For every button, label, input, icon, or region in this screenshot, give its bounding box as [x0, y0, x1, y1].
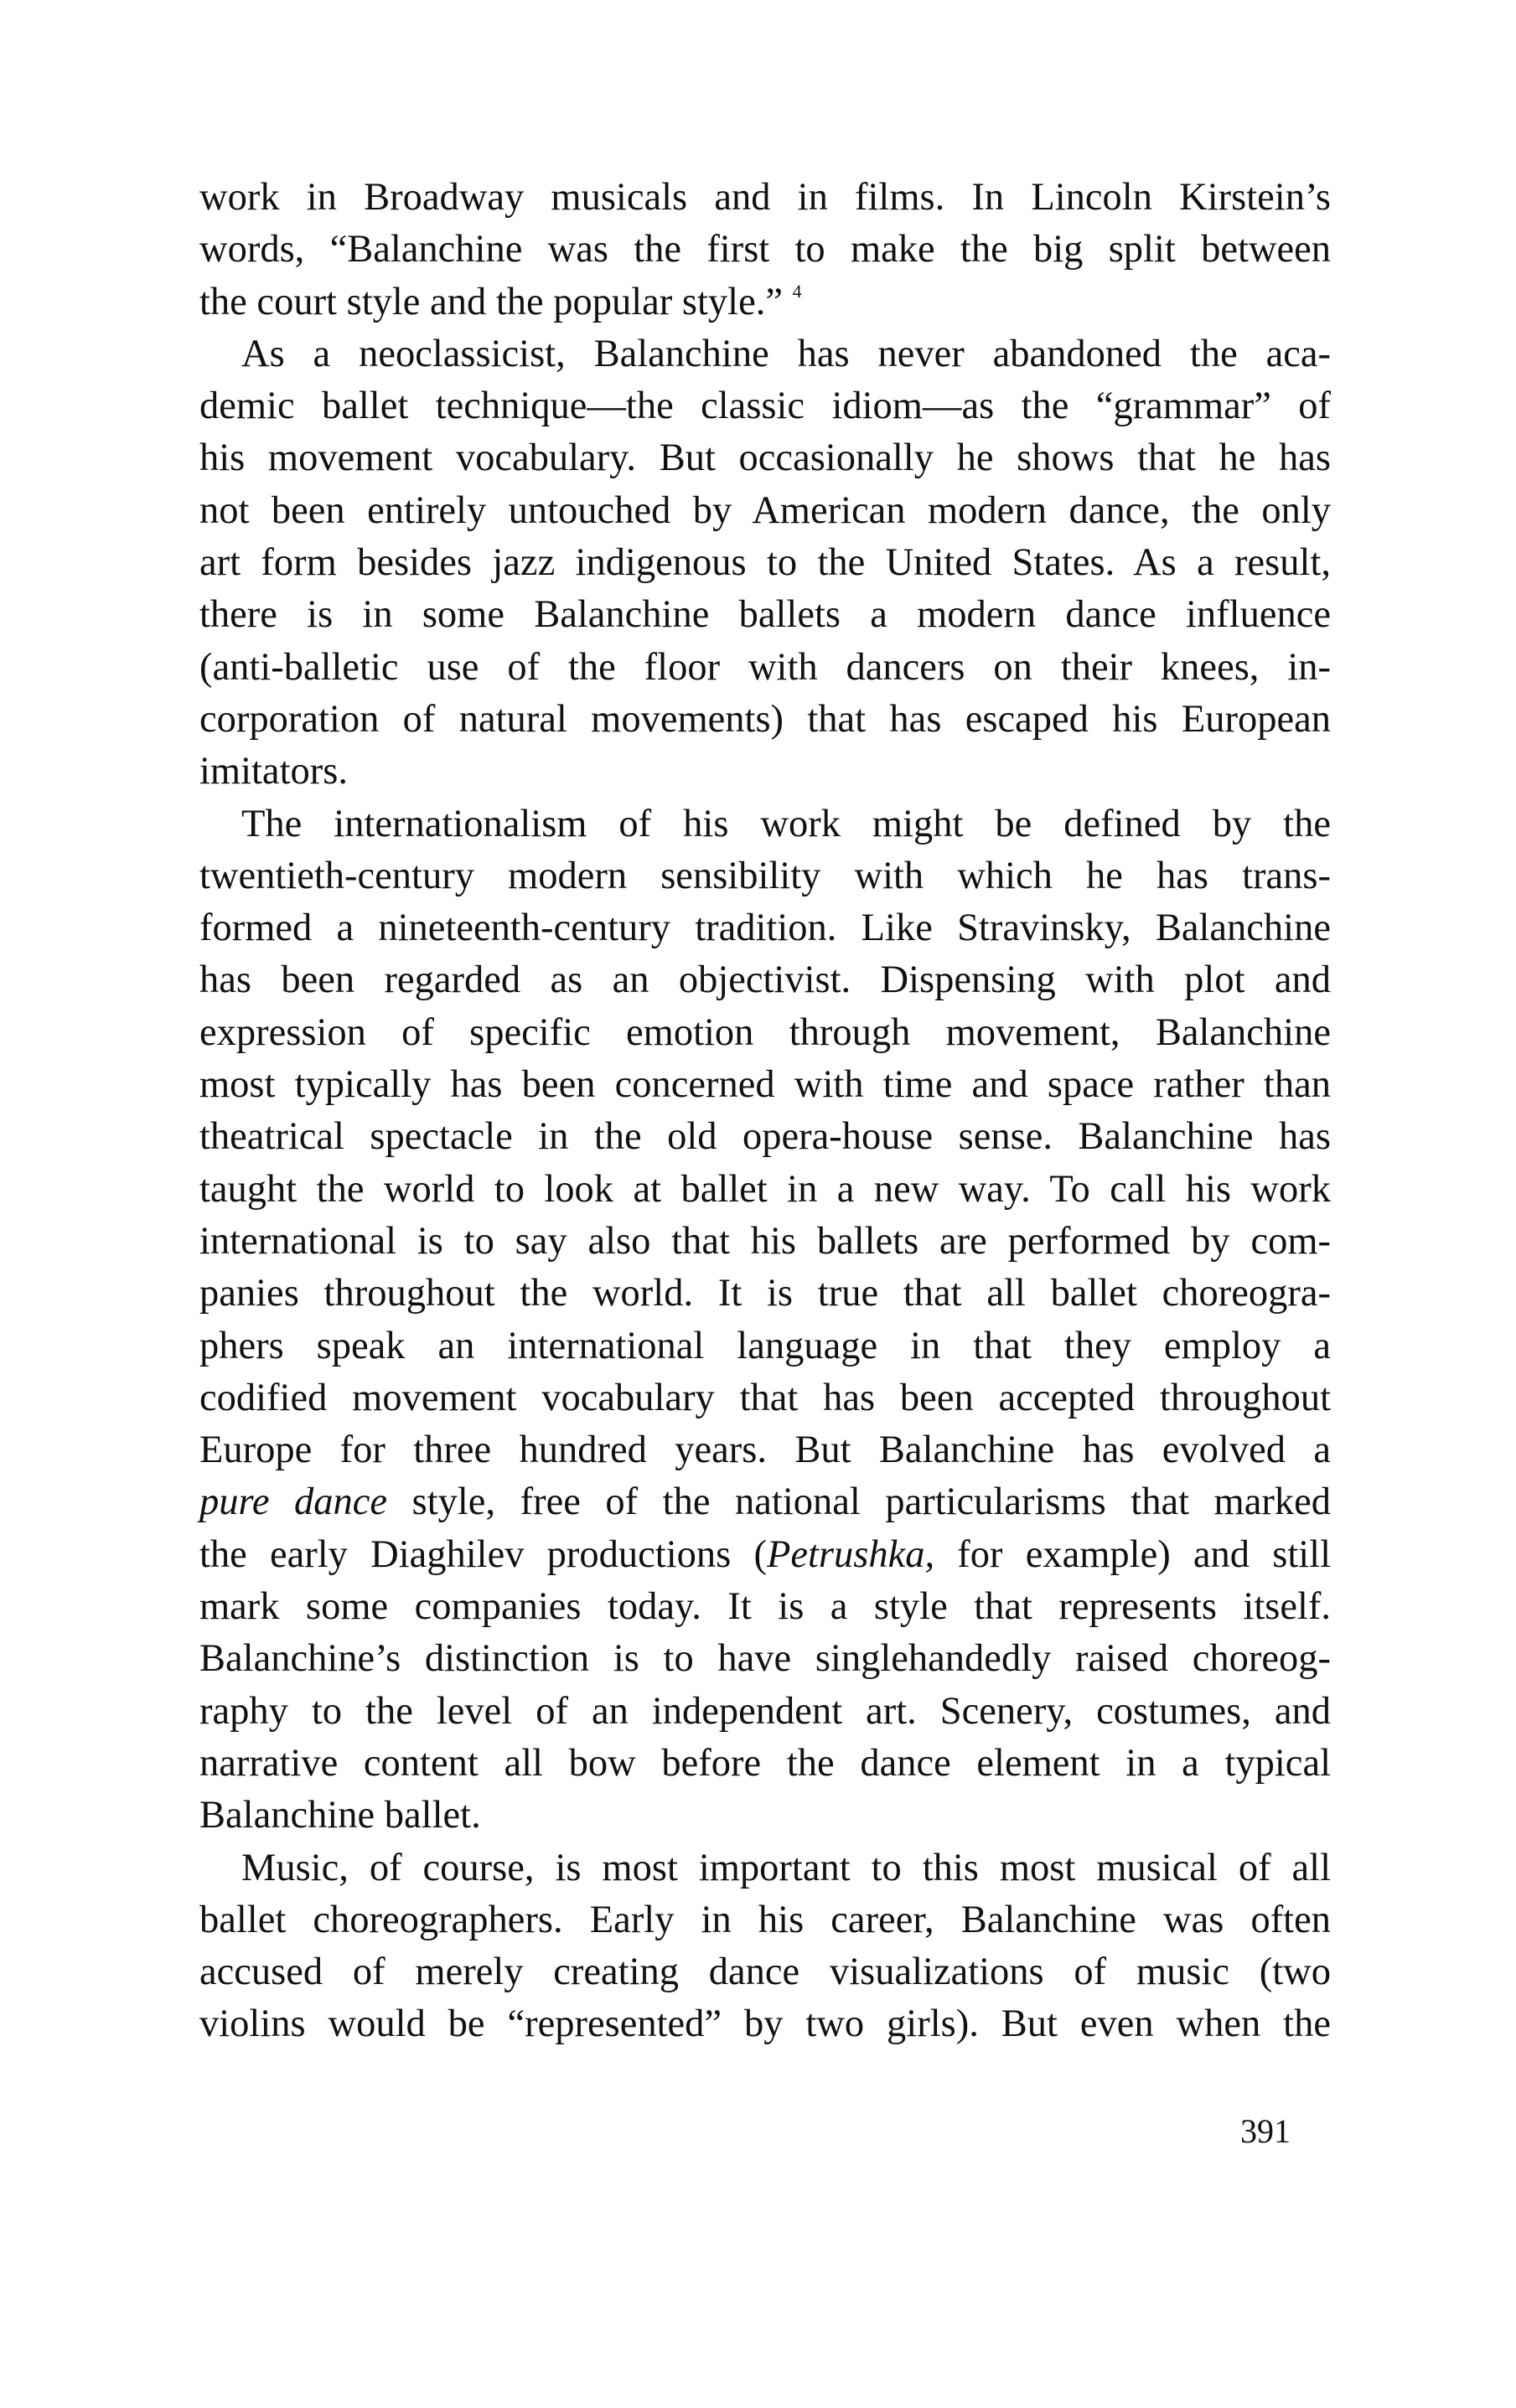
text-line: art form besides jazz indigenous to the United States. As a result, [199, 541, 1331, 585]
text-line: violins would be “represented” by two girls). But even when the [199, 2002, 1331, 2046]
text-line: phers speak an international language in that they employ a [199, 1324, 1331, 1367]
text-line: corporation of natural movements) that has escaped his European [199, 697, 1331, 741]
text-line: Balanchine’s distinction is to have singlehandedly raised choreog- [199, 1637, 1331, 1681]
text-line: demic ballet technique—the classic idiom—as the “grammar” of [199, 385, 1331, 428]
text-line [199, 1529, 1331, 1581]
text-line: has been regarded as an objectivist. Dispensing with plot and [199, 959, 1331, 1002]
italic-title: Petrushka, [766, 1532, 935, 1576]
text-line: taught the world to look at ballet in a new way. To call his work [199, 1167, 1331, 1211]
text-line: imitators. [199, 750, 348, 793]
text-line: expression of specific emotion through movement, Balanchine [199, 1010, 1331, 1054]
text-line-content: style, free of the national particularisms that marked [387, 1480, 1331, 1524]
text-line: most typically has been concerned with time and space rather than [199, 1063, 1331, 1107]
text-line: international is to say also that his ballets are performed by com- [199, 1219, 1331, 1263]
text-line: accused of merely creating dance visualizations of music (two [199, 1951, 1331, 1994]
text-line: mark some companies today. It is a style that represents itself. [199, 1585, 1331, 1629]
text-line: As a neoclassicist, Balanchine has never abandoned the aca- [241, 332, 1331, 375]
text-line: work in Broadway musicals and in films. In Lincoln Kirstein’s [199, 176, 1331, 219]
page-number: 391 [1240, 2112, 1291, 2150]
text-line: formed a nineteenth-century tradition. Like Stravinsky, Balanchine [199, 907, 1331, 950]
text-line [199, 276, 1331, 328]
text-line: (anti-balletic use of the floor with dancers on their knees, in- [199, 645, 1331, 689]
text-line: narrative content all bow before the dance element in a typical [199, 1741, 1331, 1785]
text-line [199, 1476, 1331, 1528]
text-line: there is in some Balanchine ballets a modern dance influence [199, 593, 1331, 637]
text-line: ballet choreographers. Early in his career, Balanchine was often [199, 1898, 1331, 1941]
text-line: codified movement vocabulary that has been accepted throughout [199, 1376, 1331, 1419]
text-line: theatrical spectacle in the old opera-house sense. Balanchine has [199, 1115, 1331, 1159]
text-line: raphy to the level of an independent art. Scenery, costumes, and [199, 1689, 1331, 1733]
text-line: words, “Balanchine was the first to make the big split between [199, 228, 1331, 271]
text-line-content: for example) and still [934, 1532, 1332, 1576]
italic-phrase: pure dance [199, 1480, 388, 1524]
text-line: Europe for three hundred years. But Balanchine has evolved a [199, 1429, 1331, 1472]
text-line: Music, of course, is most important to this most musical of all [241, 1846, 1331, 1889]
text-line: panies throughout the world. It is true that all ballet choreogra- [199, 1272, 1331, 1315]
text-line: twentieth-century modern sensibility with which he has trans- [199, 854, 1331, 897]
body-text [199, 172, 1331, 2051]
text-line-content: the early Diaghilev productions ( [199, 1532, 767, 1576]
text-line: not been entirely untouched by American modern dance, the only [199, 488, 1331, 532]
text-line: his movement vocabulary. But occasionally he shows that he has [199, 437, 1331, 480]
text-line: The internationalism of his work might be defined by the [241, 802, 1331, 845]
footnote-marker: 4 [792, 280, 802, 302]
text-line-content: the court style and the popular style.” [199, 280, 784, 323]
text-line: Balanchine ballet. [199, 1794, 481, 1837]
